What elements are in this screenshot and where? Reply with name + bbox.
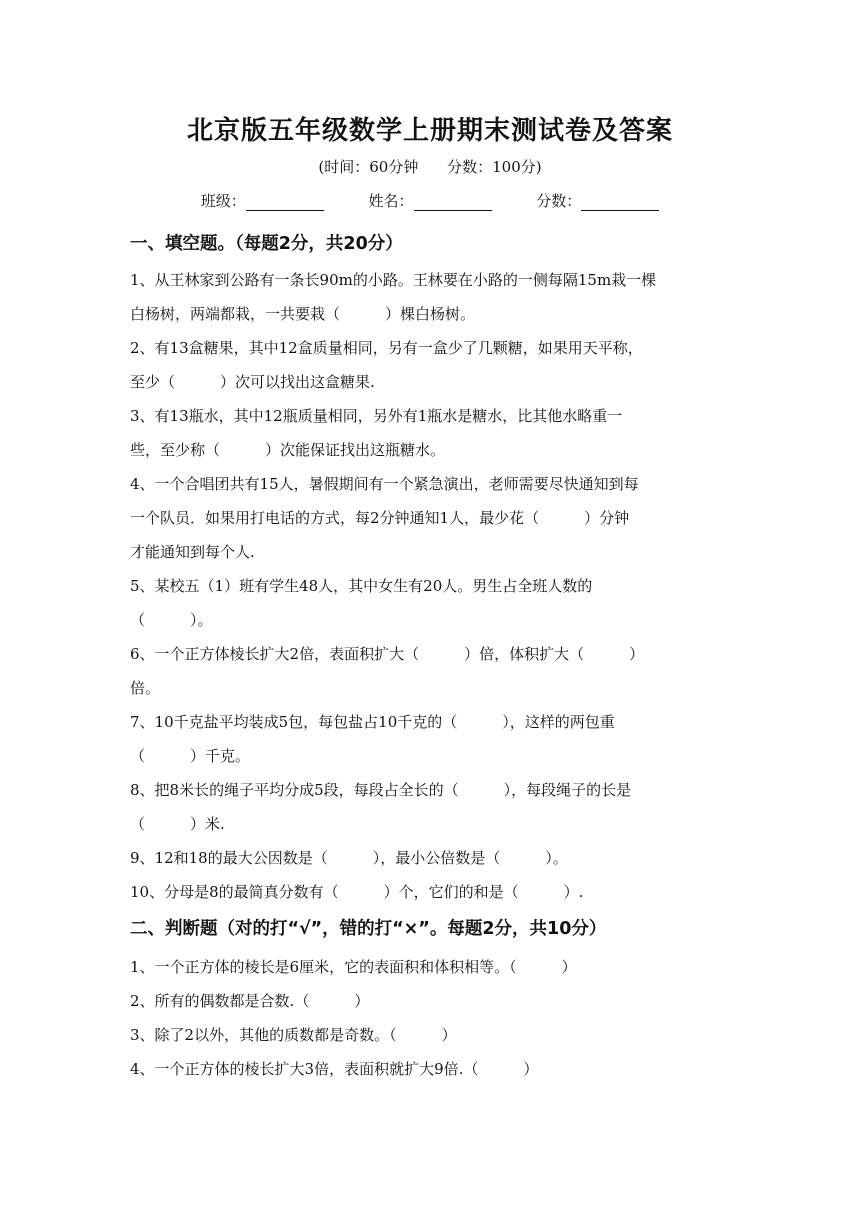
question-item (130, 1052, 730, 1086)
question-line: 4、一个正方体的棱长扩大3倍，表面积就扩大9倍.（ ） (130, 1060, 539, 1078)
question-line: （ ）米. (130, 815, 225, 833)
name-blank[interactable] (414, 194, 492, 211)
name-field (368, 190, 491, 211)
class-field (201, 190, 324, 211)
question-item (130, 331, 730, 399)
exam-subtitle (0, 156, 860, 177)
question-line: 3、有13瓶水，其中12瓶质量相同，另外有1瓶水是糖水，比其他水略重一 (130, 407, 623, 425)
question-line: 些，至少称（ ）次能保证找出这瓶糖水。 (130, 441, 446, 459)
question-item (130, 467, 730, 569)
question-line: 10、分母是8的最简真分数有（ ）个，它们的和是（ ）. (130, 883, 584, 901)
question-item (130, 841, 730, 875)
question-line: 6、一个正方体棱长扩大2倍，表面积扩大（ ）倍，体积扩大（ ） (130, 645, 645, 663)
class-blank[interactable] (246, 194, 324, 211)
question-line: 白杨树，两端都栽，一共要栽（ ）棵白杨树。 (130, 305, 476, 323)
time-limit: (时间：60分钟 (318, 158, 419, 176)
question-line: 2、有13盒糖果，其中12盒质量相同，另有一盒少了几颗糖，如果用天平称， (130, 339, 643, 357)
name-label: 姓名： (368, 192, 414, 210)
score-label: 分数： (536, 192, 582, 210)
question-line: 5、某校五（1）班有学生48人，其中女生有20人。男生占全班人数的 (130, 577, 593, 595)
question-line: 1、从王林家到公路有一条长90m的小路。王林要在小路的一侧每隔15m栽一棵 (130, 271, 657, 289)
question-item (130, 637, 730, 705)
question-line: （ ）。 (130, 611, 213, 629)
question-line: 1、一个正方体的棱长是6厘米，它的表面积和体积相等。（ ） (130, 958, 577, 976)
total-score: 分数：100分) (447, 158, 542, 176)
question-line: 才能通知到每个人. (130, 543, 255, 561)
question-item (130, 950, 730, 984)
question-line: 倍。 (130, 679, 161, 697)
question-line: 2、所有的偶数都是合数.（ ） (130, 992, 370, 1010)
question-line: 至少（ ）次可以找出这盒糖果. (130, 373, 375, 391)
question-line: 9、12和18的最大公因数是（ ），最小公倍数是（ ）。 (130, 849, 568, 867)
question-line: 8、把8米长的绳子平均分成5段，每段占全长的（ ），每段绳子的长是 (130, 781, 632, 799)
class-label: 班级： (200, 192, 246, 210)
question-line: （ ）千克。 (130, 747, 251, 765)
page-title: 北京版五年级数学上册期末测试卷及答案 (186, 116, 673, 146)
question-item (130, 773, 730, 841)
question-line: 7、10千克盐平均装成5包，每包盐占10千克的（ ），这样的两包重 (130, 713, 615, 731)
question-item (130, 1018, 730, 1052)
question-item (130, 569, 730, 637)
question-item (130, 984, 730, 1018)
section1-heading: 一、填空题。（每题2分，共20分） (130, 234, 403, 254)
section2-heading: 二、判断题（对的打“√”，错的打“×”。每题2分，共10分） (130, 919, 607, 939)
question-line: 一个队员．如果用打电话的方式，每2分钟通知1人，最少花（ ）分钟 (130, 509, 630, 527)
question-item (130, 875, 730, 909)
score-blank[interactable] (581, 194, 659, 211)
student-info-row (0, 190, 860, 211)
question-line: 3、除了2以外，其他的质数都是奇数。（ ） (130, 1026, 457, 1044)
question-item (130, 705, 730, 773)
score-field (536, 190, 659, 211)
question-item (130, 399, 730, 467)
question-item (130, 263, 730, 331)
question-line: 4、一个合唱团共有15人，暑假期间有一个紧急演出，老师需要尽快通知到每 (130, 475, 639, 493)
